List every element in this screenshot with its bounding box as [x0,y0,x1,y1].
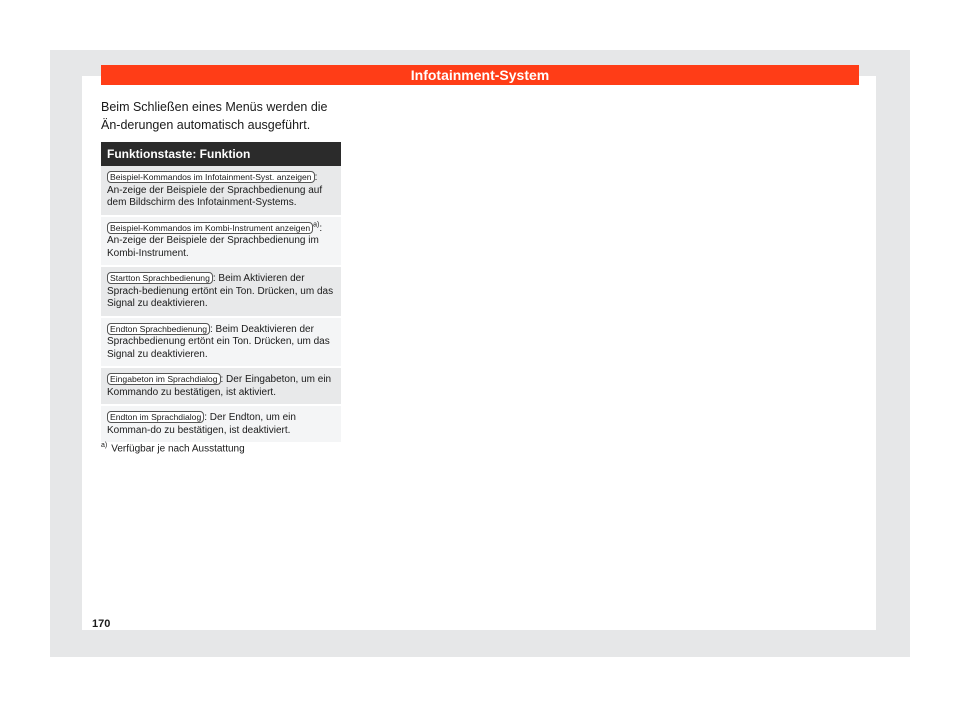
function-key[interactable]: Eingabeton im Sprachdialog [107,373,221,385]
row-description: : Der Eingabeton, um ein Kommando zu bestätigen, ist aktiviert. [107,374,332,398]
footnote-mark: a) [101,442,108,449]
row-description: : Der Endton, um ein Komman-do zu bestätigen, ist deaktiviert. [107,412,296,436]
row-description: : An-zeige der Beispiele der Sprachbedienung im Kombi-Instrument. [107,222,323,259]
row-description: : An-zeige der Beispiele der Sprachbedienung auf dem Bildschirm des Infotainment-Systems. [107,172,323,208]
footnote-text: Verfügbar je nach Ausstattung [111,443,245,455]
table-row [101,166,341,217]
footnote-ref: a) [313,221,320,229]
table-row [101,217,341,268]
table-row [101,267,341,318]
section-header: Infotainment-System [101,65,859,85]
function-key[interactable]: Beispiel-Kommandos im Kombi-Instrument anzeigen [107,222,313,234]
function-table [101,142,341,444]
table-row [101,318,341,369]
intro-paragraph: Beim Schließen eines Menüs werden die Än-derungen automatisch ausgeführt. [101,100,328,132]
function-key[interactable]: Startton Sprachbedienung [107,272,213,284]
function-key[interactable]: Endton im Sprachdialog [107,411,204,423]
page-number: 170 [92,618,111,630]
row-description: : Beim Aktivieren der Sprach-bedienung ertönt ein Ton. Drücken, um das Signal zu deaktivieren. [107,273,334,309]
function-key[interactable]: Beispiel-Kommandos im Infotainment-Syst. anzeigen [107,171,315,183]
function-key[interactable]: Endton Sprachbedienung [107,323,210,335]
table-row [101,406,341,444]
row-description: : Beim Deaktivieren der Sprachbedienung ertönt ein Ton. Drücken, um das Signal zu deaktivieren. [107,323,330,360]
table-row [101,368,341,406]
footnote [101,440,341,455]
table-heading: Funktionstaste: Funktion [101,142,341,166]
